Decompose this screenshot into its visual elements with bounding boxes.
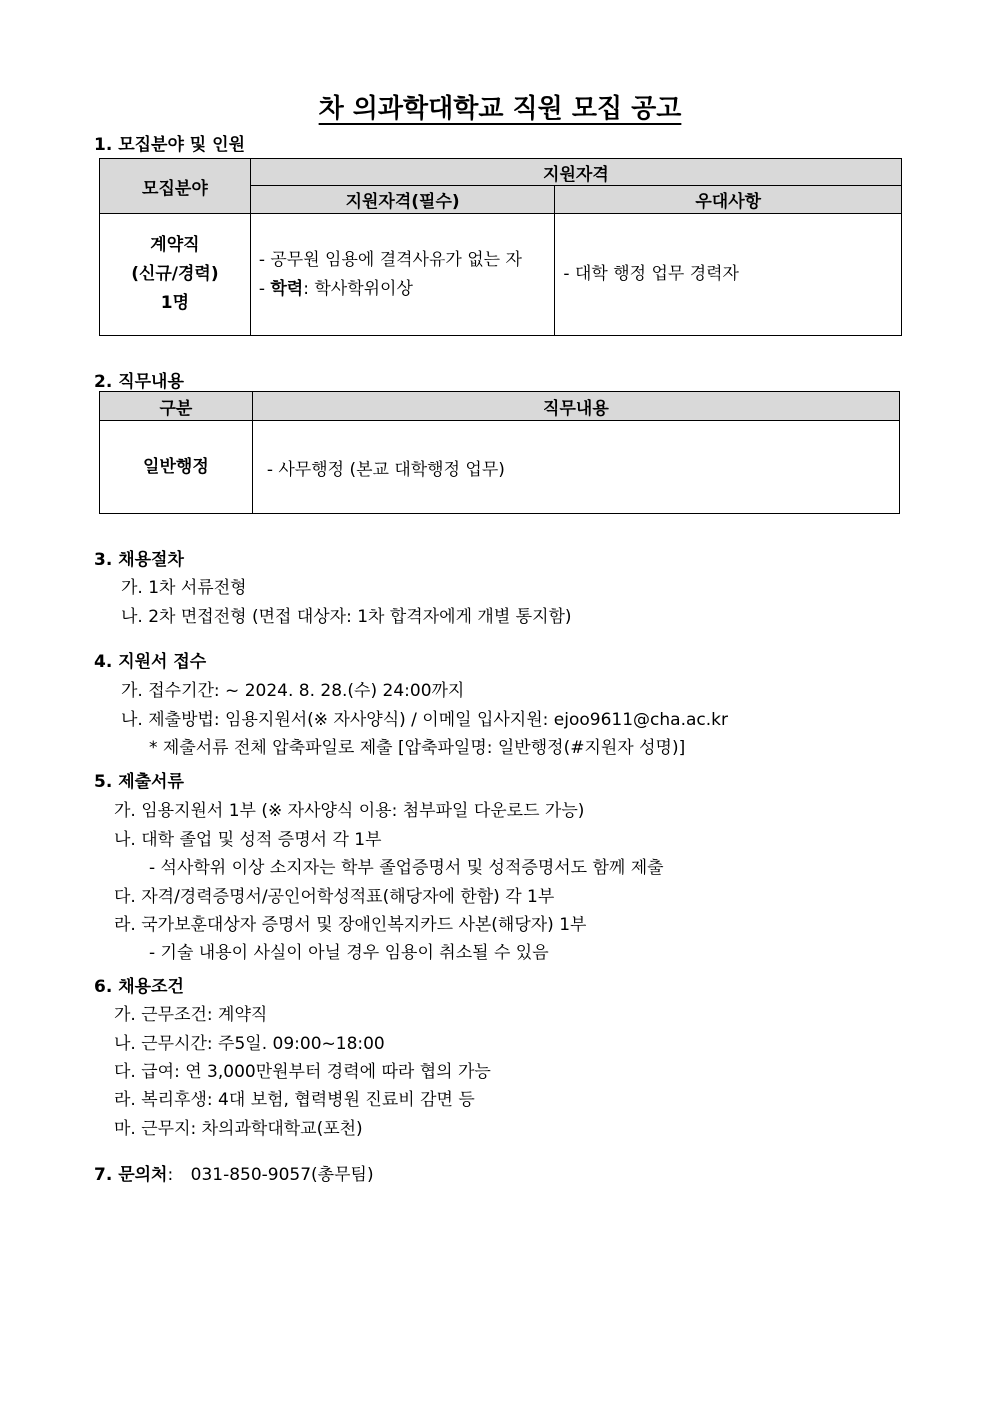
document-note: - 기술 내용이 사실이 아닐 경우 임용이 취소될 수 있음: [149, 943, 549, 963]
section-2-heading: 2. 직무내용: [94, 372, 184, 392]
condition-item: 나. 근무시간: 주5일. 09:00~18:00: [114, 1034, 385, 1054]
condition-item: 마. 근무지: 차의과학대학교(포천): [114, 1119, 363, 1139]
contact-line: 7. 문의처: 031-850-9057(총무팀): [94, 1165, 374, 1185]
section-7-heading: 7. 문의처: [94, 1165, 168, 1185]
col-division-header: 구분: [100, 392, 253, 421]
condition-item: 라. 복리후생: 4대 보험, 협력병원 진료비 감면 등: [114, 1090, 475, 1110]
required-item: - 학력: 학사학위이상: [258, 278, 413, 299]
document-item: 나. 대학 졸업 및 성적 증명서 각 1부: [114, 830, 382, 850]
contact-phone: 031-850-9057(총무팀): [190, 1165, 374, 1185]
preferred-item: - 대학 행정 업무 경력자: [563, 264, 739, 284]
col-duty-header: 직무내용: [252, 392, 899, 421]
section-1-heading: 1. 모집분야 및 인원: [94, 135, 245, 155]
procedure-item: 나. 2차 면접전형 (면접 대상자: 1차 합격자에게 개별 통지함): [121, 607, 572, 627]
division-cell: 일반행정: [100, 421, 253, 514]
required-cell: [250, 214, 555, 336]
application-item: 나. 제출방법: 임용지원서(※ 자사양식) / 이메일 입사지원: ejoo9611@cha.ac.kr: [121, 710, 728, 730]
page-title: 차 의과학대학교 직원 모집 공고: [318, 94, 682, 124]
section-6-heading: 6. 채용조건: [94, 977, 184, 997]
field-line: (신규/경력): [131, 264, 219, 284]
duty-cell: - 사무행정 (본교 대학행정 업무): [252, 421, 899, 514]
application-item: 가. 접수기간: ~ 2024. 8. 28.(수) 24:00까지: [121, 681, 465, 701]
field-line: 계약직: [150, 235, 200, 255]
application-note: * 제출서류 전체 압축파일로 제출 [압축파일명: 일반행정(#지원자 성명)]: [149, 738, 686, 758]
section-4-heading: 4. 지원서 접수: [94, 652, 207, 672]
required-item: - 공무원 임용에 결격사유가 없는 자: [258, 249, 522, 270]
document-item: 다. 자격/경력증명서/공인어학성적표(해당자에 한함) 각 1부: [114, 887, 555, 907]
col-required-header: 지원자격(필수): [250, 186, 555, 214]
document-item: 가. 임용지원서 1부 (※ 자사양식 이용: 첨부파일 다운로드 가능): [114, 801, 585, 821]
procedure-item: 가. 1차 서류전형: [121, 578, 247, 598]
preferred-cell: [555, 214, 902, 336]
col-field-header: 모집분야: [100, 159, 251, 214]
field-line: 1명: [160, 293, 190, 313]
field-cell: [100, 214, 251, 336]
col-preferred-header: 우대사항: [555, 186, 902, 214]
condition-item: 다. 급여: 연 3,000만원부터 경력에 따라 협의 가능: [114, 1062, 491, 1082]
condition-item: 가. 근무조건: 계약직: [114, 1005, 268, 1025]
col-qual-header: 지원자격: [250, 159, 901, 186]
recruit-table: [99, 158, 902, 336]
section-5-heading: 5. 제출서류: [94, 772, 184, 792]
document-item: 라. 국가보훈대상자 증명서 및 장애인복지카드 사본(해당자) 1부: [114, 915, 587, 935]
section-3-heading: 3. 채용절차: [94, 550, 184, 570]
duty-table: [99, 391, 900, 514]
document-note: - 석사학위 이상 소지자는 학부 졸업증명서 및 성적증명서도 함께 제출: [149, 858, 664, 878]
